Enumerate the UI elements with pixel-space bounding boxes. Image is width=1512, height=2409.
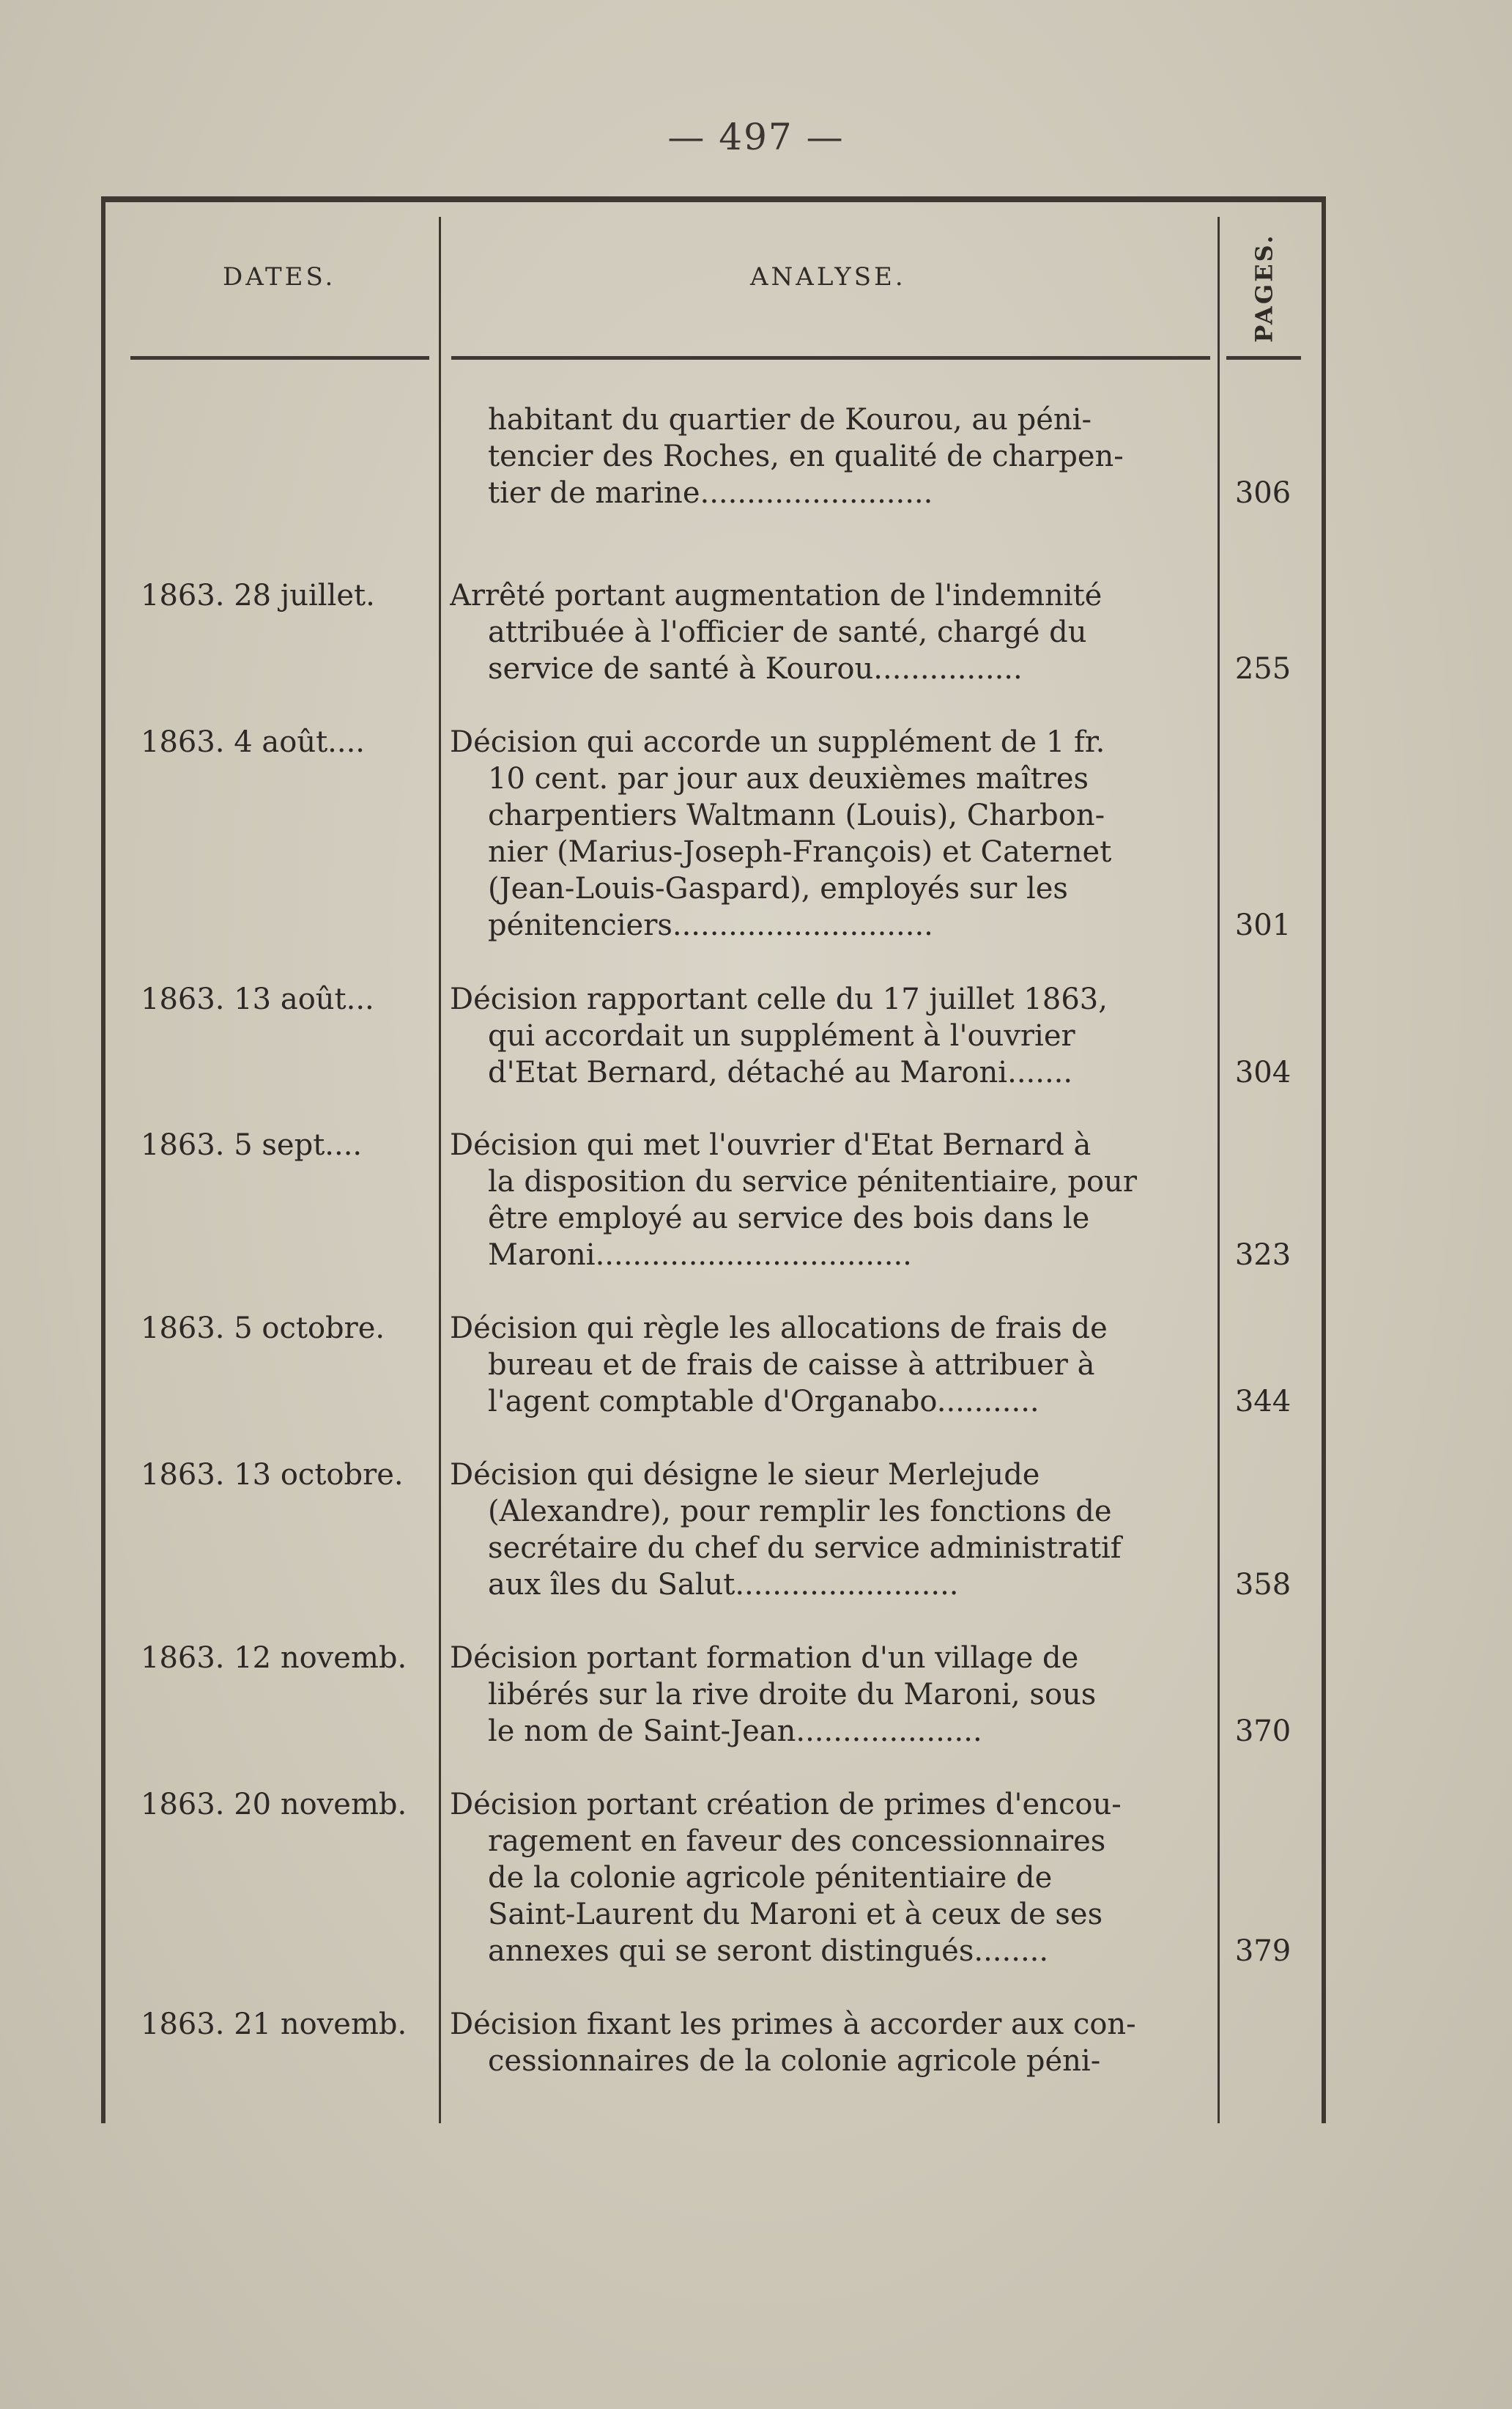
analysis-line: nier (Marius-Joseph-François) et Caternet bbox=[488, 835, 1112, 869]
entry-date: 1863. 5 octobre. bbox=[141, 1311, 385, 1345]
analysis-line: Décision qui met l'ouvrier d'Etat Bernard à bbox=[450, 1128, 1092, 1162]
analysis-line: service de santé à Kourou................ bbox=[488, 652, 1023, 686]
analysis-line: être employé au service des bois dans le bbox=[488, 1202, 1090, 1235]
analysis-line: aux îles du Salut........................ bbox=[488, 1568, 959, 1602]
analysis-line: (Jean-Louis-Gaspard), employés sur les bbox=[488, 872, 1068, 906]
analysis-line: charpentiers Waltmann (Louis), Charbon- bbox=[488, 799, 1105, 832]
analysis-line: pénitenciers............................ bbox=[488, 909, 933, 942]
column-header-pages bbox=[1228, 226, 1301, 350]
analysis-line: habitant du quartier de Kourou, au péni- bbox=[488, 403, 1092, 437]
analysis-line: Décision fixant les primes à accorder aux con- bbox=[450, 2008, 1136, 2041]
entry-date: 1863. 13 août... bbox=[141, 983, 374, 1016]
entry-page-number: 306 bbox=[1234, 476, 1292, 510]
analysis-line: la disposition du service pénitentiaire, pour bbox=[488, 1165, 1137, 1199]
analysis-line: Décision portant création de primes d'encou- bbox=[450, 1788, 1122, 1821]
entry-analysis bbox=[450, 1127, 1212, 1273]
analysis-line: attribuée à l'officier de santé, chargé du bbox=[488, 615, 1087, 649]
entry-analysis bbox=[450, 577, 1212, 687]
entry-page-number: 323 bbox=[1234, 1238, 1292, 1272]
column-header-dates: DATES. bbox=[223, 262, 336, 292]
header-rule-analyse bbox=[451, 356, 1210, 360]
entry-date: 1863. 13 octobre. bbox=[141, 1458, 404, 1492]
analysis-line: bureau et de frais de caisse à attribuer à bbox=[488, 1348, 1095, 1382]
analysis-line: le nom de Saint-Jean.................... bbox=[488, 1714, 982, 1748]
analysis-line: de la colonie agricole pénitentiaire de bbox=[488, 1861, 1053, 1895]
entry-page-number: 379 bbox=[1234, 1934, 1292, 1968]
analysis-line: annexes qui se seront distingués........ bbox=[488, 1934, 1049, 1968]
analysis-line: cessionnaires de la colonie agricole péni- bbox=[488, 2044, 1101, 2078]
index-table bbox=[101, 196, 1326, 2123]
entry-date: 1863. 21 novemb. bbox=[141, 2008, 407, 2041]
entry-page-number: 301 bbox=[1234, 909, 1292, 942]
column-divider-dates bbox=[439, 217, 441, 2123]
analysis-line: 10 cent. par jour aux deuxièmes maîtres bbox=[488, 762, 1089, 796]
analysis-line: l'agent comptable d'Organabo........... bbox=[488, 1385, 1040, 1418]
entry-analysis bbox=[450, 402, 1212, 511]
entry-date: 1863. 4 août.... bbox=[141, 725, 366, 759]
entry-analysis bbox=[450, 724, 1212, 944]
analysis-line: libérés sur la rive droite du Maroni, sous bbox=[488, 1678, 1097, 1712]
analysis-line: Décision qui désigne le sieur Merlejude bbox=[450, 1458, 1040, 1492]
analysis-line: Arrêté portant augmentation de l'indemnité bbox=[450, 579, 1102, 613]
analysis-line: Décision qui règle les allocations de frais de bbox=[450, 1311, 1108, 1345]
analysis-line: Saint-Laurent du Maroni et à ceux de ses bbox=[488, 1898, 1103, 1931]
header-rule-dates bbox=[130, 356, 429, 360]
entry-date: 1863. 5 sept.... bbox=[141, 1128, 363, 1162]
entry-analysis bbox=[450, 1457, 1212, 1603]
analysis-line: Décision portant formation d'un village de bbox=[450, 1641, 1079, 1675]
column-header-analyse: ANALYSE. bbox=[750, 262, 906, 292]
analysis-line: Maroni.................................. bbox=[488, 1238, 912, 1272]
entry-analysis bbox=[450, 2006, 1212, 2079]
analysis-line: (Alexandre), pour remplir les fonctions de bbox=[488, 1495, 1112, 1528]
header-rule-pages bbox=[1226, 356, 1301, 360]
analysis-line: d'Etat Bernard, détaché au Maroni....... bbox=[488, 1056, 1073, 1089]
entry-page-number: 370 bbox=[1234, 1714, 1292, 1748]
column-header-pages-label: PAGES. bbox=[1250, 233, 1279, 343]
analysis-line: ragement en faveur des concessionnaires bbox=[488, 1824, 1106, 1858]
entry-analysis bbox=[450, 1786, 1212, 1969]
analysis-line: Décision rapportant celle du 17 juillet 1863, bbox=[450, 983, 1108, 1016]
entry-page-number: 344 bbox=[1234, 1385, 1292, 1418]
analysis-line: secrétaire du chef du service administratif bbox=[488, 1531, 1122, 1565]
entry-analysis bbox=[450, 981, 1212, 1091]
entry-analysis bbox=[450, 1640, 1212, 1750]
analysis-line: tencier des Roches, en qualité de charpen- bbox=[488, 440, 1124, 473]
entry-page-number: 304 bbox=[1234, 1056, 1292, 1089]
analysis-line: qui accordait un supplément à l'ouvrier bbox=[488, 1019, 1075, 1053]
page-number: — 497 — bbox=[667, 116, 845, 158]
entry-page-number: 358 bbox=[1234, 1568, 1292, 1602]
column-divider-pages bbox=[1218, 217, 1220, 2123]
entry-date: 1863. 12 novemb. bbox=[141, 1641, 407, 1675]
entry-date: 1863. 28 juillet. bbox=[141, 579, 375, 613]
analysis-line: Décision qui accorde un supplément de 1 fr. bbox=[450, 725, 1105, 759]
analysis-line: tier de marine......................... bbox=[488, 476, 933, 510]
entry-date: 1863. 20 novemb. bbox=[141, 1788, 407, 1821]
entry-analysis bbox=[450, 1310, 1212, 1420]
entry-page-number: 255 bbox=[1234, 652, 1292, 686]
